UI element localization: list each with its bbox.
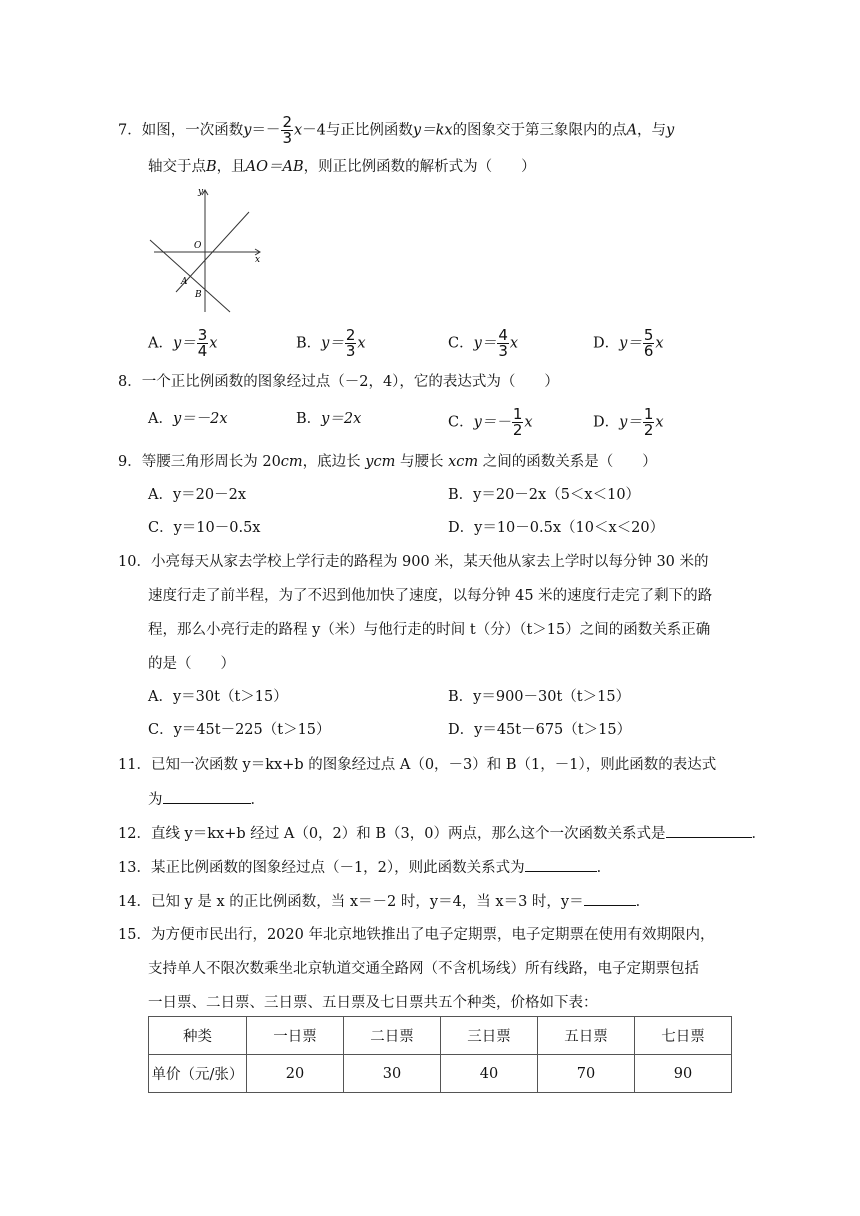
fraction: $\frac{1}{2}$ bbox=[512, 405, 523, 439]
q10-option-c: C．y＝45t－225（t＞15） bbox=[148, 722, 331, 738]
q15-line3: 一日票、二日票、三日票、五日票及七日票共五个种类，价格如下表： bbox=[148, 995, 598, 1011]
fraction: $\frac{5}{6}$ bbox=[643, 326, 654, 360]
q10-line2: 速度行走了前半程，为了不迟到他加快了速度，以每分钟 45 米的速度行走完了剩下的路 bbox=[148, 588, 713, 604]
q9-stem: 9．等腰三角形周长为 20cm，底边长 ycm 与腰长 xcm 之间的函数关系是（ ） bbox=[118, 454, 657, 470]
table-cell: 一日票 bbox=[247, 1017, 344, 1055]
q10-line1: 10．小亮每天从家去学校上学行走的路程为 900 米，某天他从家去上学时以每分钟 30 米的 bbox=[118, 554, 709, 570]
answer-blank[interactable] bbox=[666, 823, 752, 838]
q7-option-a: A．y＝ $\frac{3}{4}$ x bbox=[148, 326, 218, 360]
table-cell: 40 bbox=[441, 1055, 538, 1093]
q14-stem: 14．已知 y 是 x 的正比例函数，当 x＝－2 时，y＝4，当 x＝3 时，y＝ ． bbox=[118, 891, 650, 912]
q9-option-c: C．y＝10－0.5x bbox=[148, 520, 261, 536]
q15-line1: 15．为方便市民出行，2020 年北京地铁推出了电子定期票，电子定期票在使用有效期限内， bbox=[118, 927, 715, 943]
answer-blank[interactable] bbox=[525, 857, 597, 872]
label-point-a: A bbox=[181, 277, 188, 287]
q12-stem: 12．直线 y＝kx+b 经过 A（0，2）和 B（3，0）两点，那么这个一次函数关系式是 ． bbox=[118, 823, 766, 844]
line-linear bbox=[150, 240, 230, 312]
table-cell: 五日票 bbox=[538, 1017, 635, 1055]
q10-option-a: A．y＝30t（t＞15） bbox=[148, 689, 288, 705]
table-cell: 单价（元/张） bbox=[149, 1055, 247, 1093]
table-cell: 三日票 bbox=[441, 1017, 538, 1055]
q11-line1: 11．已知一次函数 y＝kx+b 的图象经过点 A（0，－3）和 B（1，－1），则此函数的表达式 bbox=[118, 757, 717, 773]
table-cell: 20 bbox=[247, 1055, 344, 1093]
table-cell: 二日票 bbox=[344, 1017, 441, 1055]
table-cell: 种类 bbox=[149, 1017, 247, 1055]
table-row bbox=[149, 1055, 732, 1093]
ticket-price-table bbox=[148, 1016, 732, 1093]
q8-option-d: D．y＝ $\frac{1}{2}$ x bbox=[593, 405, 664, 439]
q7-option-b: B．y＝ $\frac{2}{3}$ x bbox=[296, 326, 366, 360]
q9-option-d: D．y＝10－0.5x（10＜x＜20） bbox=[448, 520, 665, 536]
q8-option-a: A．y＝－2x bbox=[148, 411, 228, 427]
label-point-b: B bbox=[195, 290, 202, 300]
answer-blank[interactable] bbox=[584, 891, 636, 906]
label-y: y bbox=[198, 187, 204, 197]
table-cell: 30 bbox=[344, 1055, 441, 1093]
q9-option-b: B．y＝20－2x（5＜x＜10） bbox=[448, 487, 641, 503]
q10-line3: 程，那么小亮行走的路程 y（米）与他行走的时间 t（分）（t＞15）之间的函数关系正确 bbox=[148, 622, 711, 638]
q13-stem: 13．某正比例函数的图象经过点（－1，2），则此函数关系式为 ． bbox=[118, 857, 611, 878]
fraction: $\frac{3}{4}$ bbox=[197, 326, 208, 360]
q7-graph-figure bbox=[148, 186, 264, 314]
label-x: x bbox=[255, 255, 261, 265]
q7-line2: 轴交于点B，且AO＝AB，则正比例函数的解析式为（ ） bbox=[148, 159, 536, 175]
table-cell: 70 bbox=[538, 1055, 635, 1093]
fraction: $\frac{1}{2}$ bbox=[643, 405, 654, 439]
q10-option-d: D．y＝45t－675（t＞15） bbox=[448, 722, 632, 738]
q7-option-c: C．y＝ $\frac{4}{3}$ x bbox=[448, 326, 519, 360]
q7-option-d: D．y＝ $\frac{5}{6}$ x bbox=[593, 326, 664, 360]
table-cell: 90 bbox=[635, 1055, 732, 1093]
answer-blank[interactable] bbox=[163, 789, 251, 804]
q8-stem: 8．一个正比例函数的图象经过点（－2，4），它的表达式为（ ） bbox=[118, 374, 559, 390]
q8-option-b: B．y＝2x bbox=[296, 411, 362, 427]
fraction: $\frac{2}{3}$ bbox=[282, 113, 292, 147]
q11-line2: 为 ． bbox=[148, 789, 265, 810]
q15-line2: 支持单人不限次数乘坐北京轨道交通全路网（不含机场线）所有线路，电子定期票包括 bbox=[148, 961, 699, 977]
fraction: $\frac{4}{3}$ bbox=[498, 326, 508, 360]
q7-line1: 7．如图，一次函数y＝－ $\frac{2}{3}$ x－4与正比例函数y＝kx的图象交于第三象限内的点A，与y bbox=[118, 113, 675, 147]
q10-line4: 的是（ ） bbox=[148, 656, 235, 672]
table-header-row bbox=[149, 1017, 732, 1055]
q9-option-a: A．y＝20－2x bbox=[148, 487, 247, 503]
label-origin: O bbox=[194, 241, 202, 251]
q10-option-b: B．y＝900－30t（t＞15） bbox=[448, 689, 631, 705]
table-cell: 七日票 bbox=[635, 1017, 732, 1055]
q8-option-c: C．y＝－ $\frac{1}{2}$ x bbox=[448, 405, 533, 439]
fraction: $\frac{2}{3}$ bbox=[345, 326, 356, 360]
